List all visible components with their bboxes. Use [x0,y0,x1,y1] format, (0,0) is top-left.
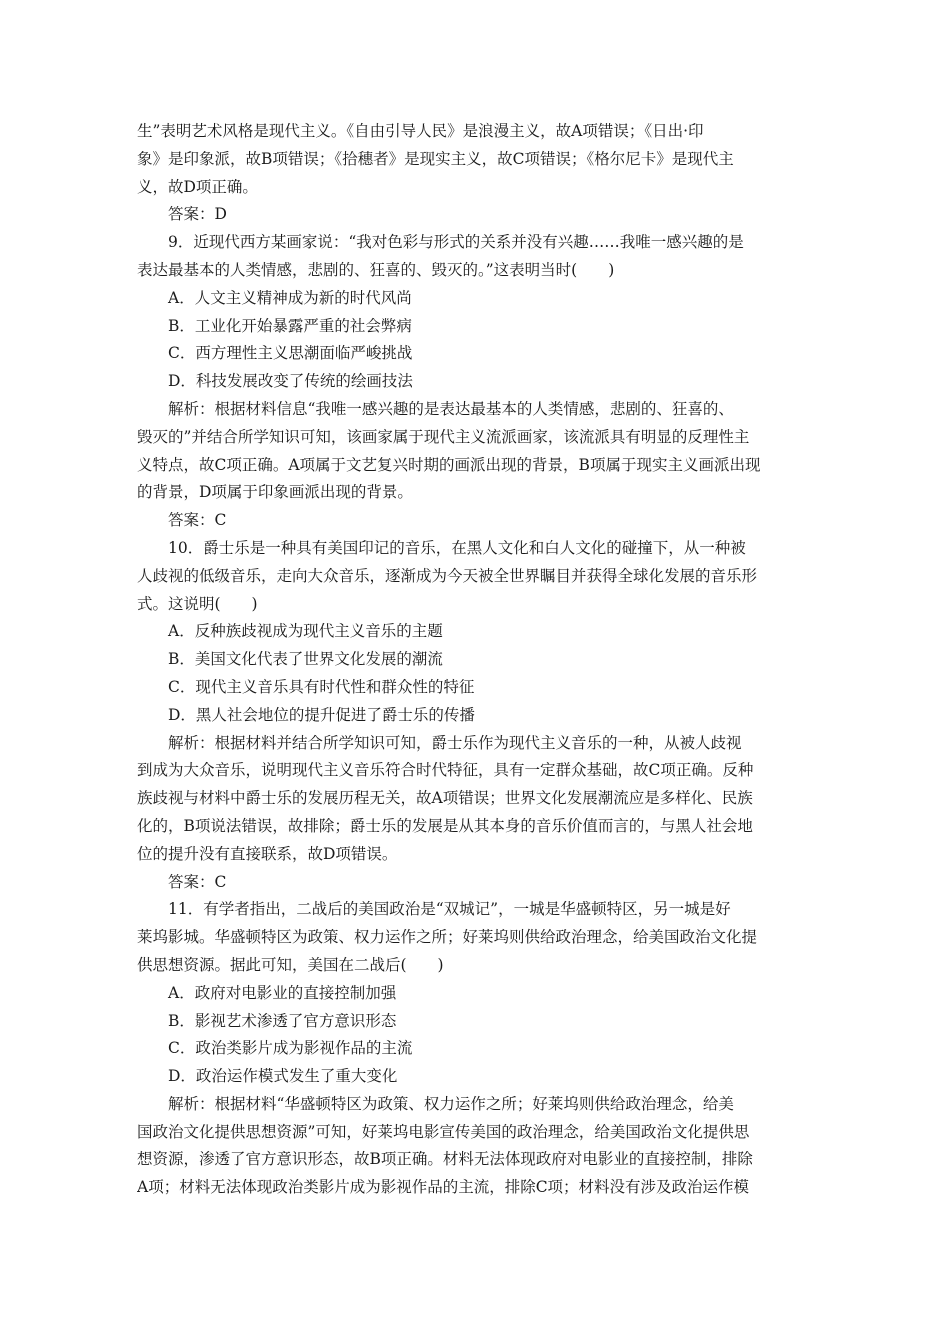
text-line: 表达最基本的人类情感，悲剧的、狂喜的、毁灭的。”这表明当时( ) [137,260,615,279]
text-line: A．人文主义精神成为新的时代风尚 [168,288,412,307]
text-line: B．工业化开始暴露严重的社会弊病 [168,316,412,335]
text-line: D．黑人社会地位的提升促进了爵士乐的传播 [168,705,475,724]
text-line: 义特点，故C项正确。A项属于文艺复兴时期的画派出现的背景，B项属于现实主义画派出现 [137,455,761,474]
document-body [137,118,817,1202]
text-line: 答案：C [168,872,227,891]
text-line: 解析：根据材料信息“我唯一感兴趣的是表达最基本的人类情感，悲剧的、狂喜的、 [168,399,734,418]
text-line: B．影视艺术渗透了官方意识形态 [168,1011,397,1030]
text-line: 9．近现代西方某画家说：“我对色彩与形式的关系并没有兴趣……我唯一感兴趣的是 [168,233,744,252]
text-line: A项；材料无法体现政治类影片成为影视作品的主流，排除C项；材料没有涉及政治运作模 [137,1178,750,1197]
text-line: 生”表明艺术风格是现代主义。《自由引导人民》是浪漫主义，故A项错误；《日出·印 [137,122,704,140]
text-line: 人歧视的低级音乐，走向大众音乐，逐渐成为今天被全世界瞩目并获得全球化发展的音乐形 [137,566,758,585]
text-line: 式。这说明( ) [137,594,258,613]
text-line: A．政府对电影业的直接控制加强 [168,983,397,1002]
text-line: C．西方理性主义思潮面临严峻挑战 [168,344,413,363]
text-line: 象》是印象派，故B项错误；《拾穗者》是现实主义，故C项错误；《格尔尼卡》是现代主 [137,149,734,168]
text-line: D．科技发展改变了传统的绘画技法 [168,372,413,391]
text-line: B．美国文化代表了世界文化发展的潮流 [168,650,443,669]
text-line: 莱坞影城。华盛顿特区为政策、权力运作之所；好莱坞则供给政治理念，给美国政治文化提 [137,928,758,947]
text-line: C．现代主义音乐具有时代性和群众性的特征 [168,677,475,696]
text-line: 化的，B项说法错误，故排除；爵士乐的发展是从其本身的音乐价值而言的，与黑人社会地 [137,816,753,835]
text-line: 想资源，渗透了官方意识形态，故B项正确。材料无法体现政府对电影业的直接控制，排除 [137,1150,753,1169]
text-line: 位的提升没有直接联系，故D项错误。 [137,844,398,863]
text-line: 国政治文化提供思想资源”可知，好莱坞电影宣传美国的政治理念，给美国政治文化提供思 [137,1122,750,1141]
text-line: 答案：C [168,511,227,530]
text-line: 毁灭的”并结合所学知识可知，该画家属于现代主义流派画家，该流派具有明显的反理性主 [137,427,750,446]
text-line: 解析：根据材料并结合所学知识可知，爵士乐作为现代主义音乐的一种，从被人歧视 [168,733,742,752]
text-line: D．政治运作模式发生了重大变化 [168,1067,398,1086]
text-line: 11．有学者指出，二战后的美国政治是“双城记”，一城是华盛顿特区，另一城是好 [168,900,731,919]
text-line: C．政治类影片成为影视作品的主流 [168,1039,413,1058]
text-line: 解析：根据材料“华盛顿特区为政策、权力运作之所；好莱坞则供给政治理念，给美 [168,1094,734,1113]
text-line: 答案：D [168,205,227,224]
text-line: 到成为大众音乐，说明现代主义音乐符合时代特征，具有一定群众基础，故C项正确。反种 [137,761,754,780]
text-line: A．反种族歧视成为现代主义音乐的主题 [168,622,443,641]
text-line: 10．爵士乐是一种具有美国印记的音乐，在黑人文化和白人文化的碰撞下，从一种被 [168,538,746,557]
text-line: 供思想资源。据此可知，美国在二战后( ) [137,955,444,974]
text-line: 的背景，D项属于印象画派出现的背景。 [137,483,413,502]
text-line: 义，故D项正确。 [137,177,258,196]
text-line: 族歧视与材料中爵士乐的发展历程无关，故A项错误；世界文化发展潮流应是多样化、民族 [137,789,753,808]
